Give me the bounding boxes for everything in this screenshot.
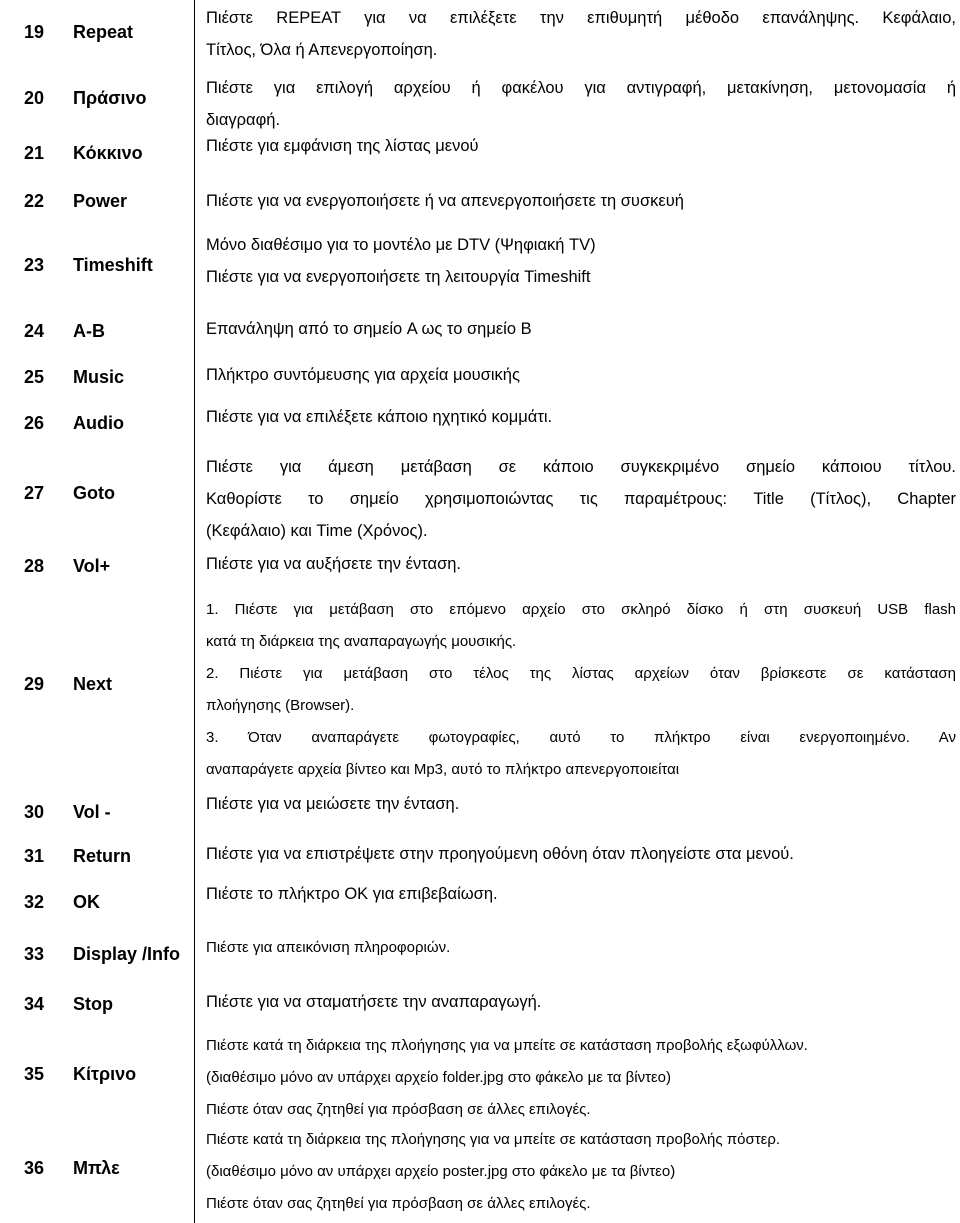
key-description xyxy=(206,2,956,66)
key-number: 23 xyxy=(24,255,45,275)
key-name: Κίτρινο xyxy=(73,1064,137,1084)
key-name: Vol - xyxy=(73,802,111,822)
table-row xyxy=(0,552,960,592)
key-description xyxy=(206,401,956,433)
description-line: Πιέστε REPEAT για να επιλέξετε την επιθυμητή μέθοδο επανάληψης. Κεφάλαιο, xyxy=(206,9,956,27)
description-line: Πιέστε για να σταματήσετε την αναπαραγωγή. xyxy=(206,993,542,1011)
key-number: 34 xyxy=(24,994,45,1014)
key-name: Repeat xyxy=(73,22,134,42)
key-description xyxy=(206,1124,956,1220)
key-number: 36 xyxy=(24,1158,45,1178)
column-divider xyxy=(194,0,195,1223)
description-line: Μόνο διαθέσιμο για το μοντέλο με DTV (Ψηφιακή TV) xyxy=(206,236,596,254)
table-row xyxy=(0,401,960,447)
key-name: A-B xyxy=(73,321,105,341)
key-number: 32 xyxy=(24,892,45,912)
description-line: Πιέστε για να επιστρέψετε στην προηγούμενη οθόνη όταν πλοηγείστε στα μενού. xyxy=(206,845,794,863)
key-name: Next xyxy=(73,674,113,694)
key-name: Πράσινο xyxy=(73,88,147,108)
key-description xyxy=(206,932,956,964)
description-line: Πιέστε κατά τη διάρκεια της πλοήγησης για να μπείτε σε κατάσταση προβολής εξωφύλλων. xyxy=(206,1037,808,1054)
key-description xyxy=(206,451,956,547)
table-row xyxy=(0,70,960,129)
key-name: Power xyxy=(73,191,128,211)
description-line: Πιέστε όταν σας ζητηθεί για πρόσβαση σε άλλες επιλογές. xyxy=(206,1101,591,1118)
table-row xyxy=(0,447,960,552)
key-description xyxy=(206,313,956,345)
table-row xyxy=(0,125,960,177)
table-row xyxy=(0,359,960,401)
key-name: Music xyxy=(73,367,125,387)
key-number: 26 xyxy=(24,413,45,433)
key-name: OK xyxy=(73,892,100,912)
key-number: 19 xyxy=(24,22,45,42)
table-row xyxy=(0,0,960,70)
key-number: 27 xyxy=(24,483,45,503)
key-description xyxy=(206,359,956,391)
description-line: Πιέστε κατά τη διάρκεια της πλοήγησης για να μπείτε σε κατάσταση προβολής πόστερ. xyxy=(206,1131,781,1148)
description-line: Πιέστε για να αυξήσετε την ένταση. xyxy=(206,555,462,573)
key-name: Return xyxy=(73,846,131,866)
key-description xyxy=(206,229,956,293)
description-line: Επανάληψη από το σημείο A ως το σημείο B xyxy=(206,320,532,338)
key-description xyxy=(206,878,956,910)
description-line: (διαθέσιμο μόνο αν υπάρχει αρχείο poster.jpg στο φάκελο με τα βίντεο) xyxy=(206,1163,676,1180)
key-number: 31 xyxy=(24,846,45,866)
description-line: πλοήγησης (Browser). xyxy=(206,697,355,714)
description-line: Πιέστε όταν σας ζητηθεί για πρόσβαση σε άλλες επιλογές. xyxy=(206,1195,591,1212)
description-line: 3. Όταν αναπαράγετε φωτογραφίες, αυτό το πλήκτρο είναι ενεργοποιημένο. Αν xyxy=(206,729,956,746)
key-name: Audio xyxy=(73,413,124,433)
key-name: Goto xyxy=(73,483,115,503)
key-number: 20 xyxy=(24,88,45,108)
table-row xyxy=(0,177,960,227)
key-name: Display /Info xyxy=(73,944,181,964)
description-line: αναπαράγετε αρχεία βίντεο και Mp3, αυτό το πλήκτρο απενεργοποιείται xyxy=(206,761,680,778)
key-name: Vol+ xyxy=(73,556,111,576)
key-description xyxy=(206,185,956,217)
description-line: Πιέστε για να μειώσετε την ένταση. xyxy=(206,795,460,813)
key-description xyxy=(206,788,956,820)
table-row xyxy=(0,1030,960,1124)
key-number: 33 xyxy=(24,944,45,964)
key-description xyxy=(206,986,956,1018)
key-name: Κόκκινο xyxy=(73,143,143,163)
table-row xyxy=(0,840,960,878)
description-line: Πιέστε το πλήκτρο OK για επιβεβαίωση. xyxy=(206,885,498,903)
key-name: Stop xyxy=(73,994,113,1014)
key-number: 24 xyxy=(24,321,45,341)
key-description xyxy=(206,1030,956,1126)
table-row xyxy=(0,227,960,309)
key-number: 22 xyxy=(24,191,45,211)
description-line: Πλήκτρο συντόμευσης για αρχεία μουσικής xyxy=(206,366,520,384)
description-line: (διαθέσιμο μόνο αν υπάρχει αρχείο folder.jpg στο φάκελο με τα βίντεο) xyxy=(206,1069,672,1086)
table-row xyxy=(0,788,960,840)
key-number: 25 xyxy=(24,367,45,387)
key-number: 30 xyxy=(24,802,45,822)
description-line: Πιέστε για να ενεργοποιήσετε ή να απενεργοποιήσετε τη συσκευή xyxy=(206,192,684,210)
description-line: Πιέστε για να ενεργοποιήσετε τη λειτουργία Timeshift xyxy=(206,268,591,286)
table-row xyxy=(0,309,960,359)
description-line: κατά τη διάρκεια της αναπαραγωγής μουσικής. xyxy=(206,633,517,650)
key-description xyxy=(206,548,956,580)
description-line: Τίτλος, Όλα ή Απενεργοποίηση. xyxy=(206,41,438,59)
key-description xyxy=(206,838,956,870)
table-row xyxy=(0,984,960,1030)
key-name: Μπλε xyxy=(73,1158,120,1178)
key-number: 21 xyxy=(24,143,45,163)
key-number: 35 xyxy=(24,1064,45,1084)
key-description xyxy=(206,594,956,786)
table-row xyxy=(0,934,960,984)
description-line: διαγραφή. xyxy=(206,111,281,129)
description-line: Πιέστε για απεικόνιση πληροφοριών. xyxy=(206,939,451,956)
description-line: 1. Πιέστε για μετάβαση στο επόμενο αρχείο στο σκληρό δίσκο ή στη συσκευή USB flash xyxy=(206,601,956,618)
table-row xyxy=(0,592,960,788)
table-row xyxy=(0,1124,960,1223)
description-line: (Κεφάλαιο) και Time (Χρόνος). xyxy=(206,522,428,540)
description-line: Πιέστε για εμφάνιση της λίστας μενού xyxy=(206,137,479,155)
key-number: 28 xyxy=(24,556,45,576)
description-line: Καθορίστε το σημείο χρησιμοποιώντας τις παραμέτρους: Title (Τίτλος), Chapter xyxy=(206,490,956,508)
key-description xyxy=(206,130,956,162)
description-line: 2. Πιέστε για μετάβαση στο τέλος της λίστας αρχείων όταν βρίσκεστε σε κατάσταση xyxy=(206,665,956,682)
key-name: Timeshift xyxy=(73,255,153,275)
description-line: Πιέστε για άμεση μετάβαση σε κάποιο συγκεκριμένο σημείο κάποιου τίτλου. xyxy=(206,458,956,476)
key-number: 29 xyxy=(24,674,45,694)
description-line: Πιέστε για να επιλέξετε κάποιο ηχητικό κομμάτι. xyxy=(206,408,553,426)
description-line: Πιέστε για επιλογή αρχείου ή φακέλου για αντιγραφή, μετακίνηση, μετονομασία ή xyxy=(206,79,956,97)
table-row xyxy=(0,878,960,934)
